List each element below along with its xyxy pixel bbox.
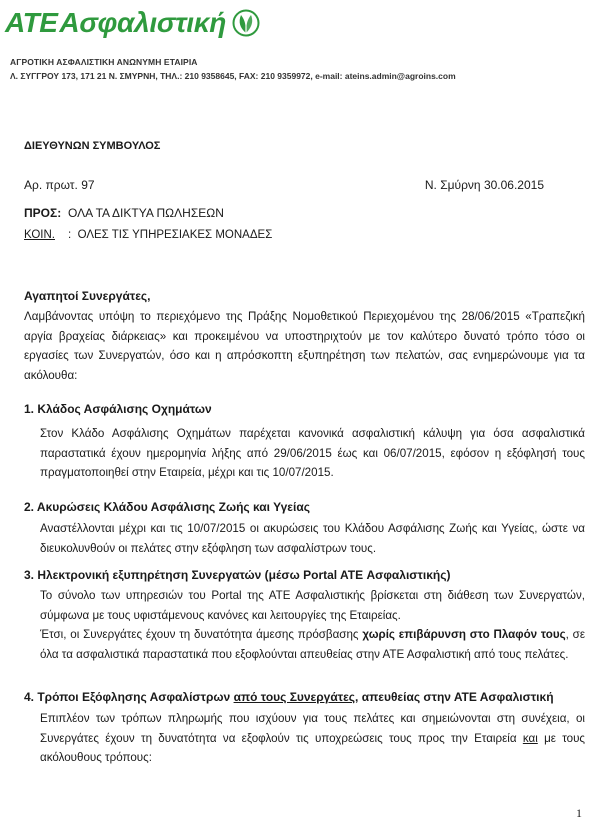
cc-label: ΚΟΙΝ. (24, 229, 55, 241)
to-label: ΠΡΟΣ: (24, 206, 62, 220)
section-3-text-2-bold: χωρίς επιβάρυνση στο Πλαφόν τους (362, 628, 566, 641)
section-4-title-a: 4. Τρόποι Εξόφλησης Ασφαλίστρων (24, 690, 234, 704)
section-3-text-2 (40, 625, 585, 664)
section-1-text: Στον Κλάδο Ασφάλισης Οχημάτων παρέχεται κανονικά ασφαλιστική κάλυψη για όσα ασφαλιστικά παραστατικά έχουν ημερομηνία λήξης από 29/06/2015 έως και 06/07/2015, εφόσον η εξόφλησή τους πραγματοποιηθεί στην Εταιρεία, μέχρι και τις 10/07/2015. (40, 427, 585, 480)
intro-paragraph: Λαμβάνοντας υπόψη το περιεχόμενο της Πράξης Νομοθετικού Περιεχομένου της 28/06/2015 «Τραπεζική αργία βραχείας διάρκειας» και προκειμένου να υποστηριχτούν με τον καλύτερο δυνατό τρόπο τόσο οι εργασίες των Συνεργατών, όσο και η απρόσκοπτη εξυπηρέτηση των πελατών, σας ενημερώνουμε για τα ακόλουθα: (24, 310, 585, 382)
cc-line (24, 229, 272, 241)
company-contact: Λ. ΣΥΓΓΡΟΥ 173, 171 21 Ν. ΣΜΥΡΝΗ, ΤΗΛ.: 210 9358645, FAX: 210 9359972, e-mail: ateins.admin@agroins.com (10, 71, 456, 81)
section-4-title-c: , απευθείας στην ΑΤΕ Ασφαλιστική (355, 690, 554, 704)
section-2-title: 2. Ακυρώσεις Κλάδου Ασφάλισης Ζωής και Υγείας (24, 500, 310, 514)
recipient-line (24, 206, 224, 220)
section-4-text-underlined: και (522, 731, 538, 745)
section-3-title: 3. Ηλεκτρονική εξυπηρέτηση Συνεργατών (μέσω Portal ATE Ασφαλιστικής) (24, 568, 451, 582)
leaf-circle-icon (232, 9, 260, 37)
section-1-title: 1. Κλάδος Ασφάλισης Οχημάτων (24, 402, 212, 416)
logo-name-text: Ασφαλιστική (59, 7, 227, 38)
section-3-text-2c: , σε όλα τα ασφαλιστικά παραστατικά που εξοφλούνται απευθείας στην ΑΤΕ Ασφαλιστική από τους πελάτες. (40, 628, 586, 661)
section-2-text: Αναστέλλονται μέχρι και τις 10/07/2015 οι ακυρώσεις του Κλάδου Ασφάλισης Ζωής και Υγείας, ώστε να διευκολυνθούν οι πελάτες στην εξόφληση των ασφαλίστρων τους. (40, 522, 585, 555)
section-3-text-1: Το σύνολο των υπηρεσιών του Portal της ΑΤΕ Ασφαλιστικής βρίσκεται στη διάθεση των Συνεργατών, σύμφωνα με τους υφιστάμενους κανόνες και λειτουργίες της Εταιρείας. (40, 589, 585, 622)
cc-separator: : (68, 229, 72, 241)
page-number: 1 (576, 806, 582, 820)
section-4-text-c: με τους ακόλουθους τρόπους: (40, 731, 585, 765)
logo-ate-text: ATE (5, 7, 58, 38)
letter-date: Ν. Σμύρνη 30.06.2015 (424, 178, 544, 192)
company-name: ΑΓΡΟΤΙΚΗ ΑΣΦΑΛΙΣΤΙΚΗ ΑΝΩΝΥΜΗ ΕΤΑΙΡΙΑ (10, 57, 198, 67)
section-3-text-2a: Έτσι, οι Συνεργάτες έχουν τη δυνατότητα άμεσης πρόσβασης (40, 628, 363, 641)
section-4-title (24, 690, 554, 704)
section-4-text-a: Επιπλέον των τρόπων πληρωμής που ισχύουν για τους πελάτες και σημειώνονται στη συνέχεια, οι Συνεργάτες έχουν τη δυνατότητα να εξοφλούν τις υποχρεώσεις τους προς την Εταιρεία (40, 712, 585, 745)
protocol-number: Αρ. πρωτ. 97 (24, 178, 95, 192)
section-4-text (40, 709, 585, 768)
greeting: Αγαπητοί Συνεργάτες, (24, 289, 151, 303)
department-heading: ΔΙΕΥΘΥΝΩΝ ΣΥΜΒΟΥΛΟΣ (24, 140, 161, 152)
to-value: ΟΛΑ ΤΑ ΔΙΚΤΥΑ ΠΩΛΗΣΕΩΝ (68, 206, 224, 220)
section-4-title-underlined: από τους Συνεργάτες (233, 690, 356, 704)
cc-value: ΟΛΕΣ ΤΙΣ ΥΠΗΡΕΣΙΑΚΕΣ ΜΟΝΑΔΕΣ (77, 229, 273, 241)
company-logo (5, 6, 260, 40)
